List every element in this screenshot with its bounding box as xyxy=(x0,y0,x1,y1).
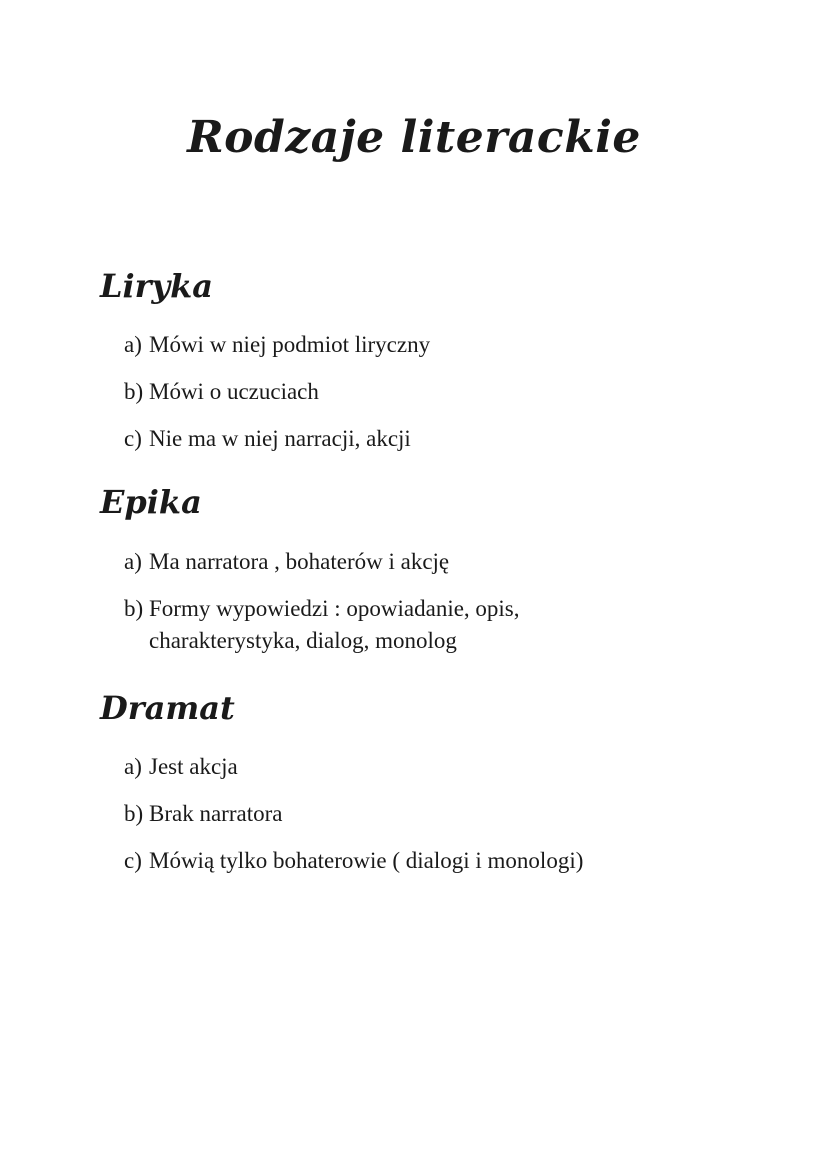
list-item xyxy=(124,423,764,455)
list-epika xyxy=(124,546,764,672)
list-item-marker: c) xyxy=(124,426,142,451)
list-item-text: Ma narratora , bohaterów i akcję xyxy=(149,549,450,574)
list-item xyxy=(124,845,764,877)
list-item xyxy=(124,376,764,408)
list-item-text: Mówią tylko bohaterowie ( dialogi i monologi) xyxy=(149,848,584,873)
list-item-marker: c) xyxy=(124,848,142,873)
list-item xyxy=(124,751,764,783)
section-heading-liryka: Liryka xyxy=(100,267,214,305)
list-item-marker: b) xyxy=(124,379,144,404)
section-heading-epika: Epika xyxy=(100,483,202,521)
list-item-marker: b) xyxy=(124,801,144,826)
list-item-text: Jest akcja xyxy=(149,754,238,779)
list-item-text: Brak narratora xyxy=(149,801,283,826)
list-item xyxy=(124,593,764,657)
list-item-marker: a) xyxy=(124,549,142,574)
list-liryka xyxy=(124,329,764,470)
list-item-marker: b) xyxy=(124,596,144,621)
list-item-marker: a) xyxy=(124,754,142,779)
list-item xyxy=(124,798,764,830)
list-dramat xyxy=(124,751,764,892)
list-item-marker: a) xyxy=(124,332,142,357)
list-item xyxy=(124,546,764,578)
page-title: Rodzaje literackie xyxy=(187,112,641,163)
list-item-text: Mówi o uczuciach xyxy=(149,379,319,404)
list-item-text: Formy wypowiedzi : opowiadanie, opis, charakterystyka, dialog, monolog xyxy=(149,596,520,653)
list-item xyxy=(124,329,764,361)
list-item-text: Nie ma w niej narracji, akcji xyxy=(149,426,411,451)
list-item-text: Mówi w niej podmiot liryczny xyxy=(149,332,431,357)
section-heading-dramat: Dramat xyxy=(100,689,235,727)
